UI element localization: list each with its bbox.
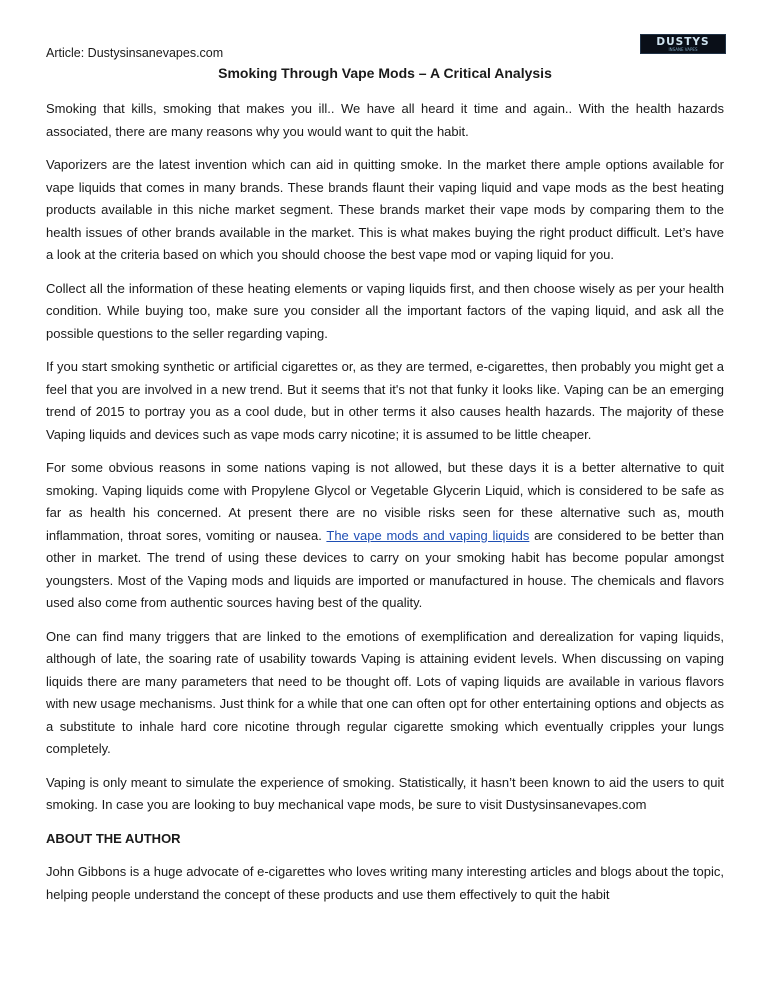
paragraph-triggers: One can find many triggers that are linked to the emotions of exemplification and derealization for vaping liquids, although of late, the soaring rate of usability towards Vaping is attaining evident levels. When discussing on vaping liquids there are many parameters that need to be thought off. Lots of vaping liquids are available in various flavors with new usage mechanisms. Just think for a while that one can often opt for other entertaining options and objects as a substitute to inhale hard core nicotine through regular cigarette smoking which eventually cripples your lungs completely.: [46, 628, 724, 756]
logo-wordmark: DUSTYS: [656, 36, 710, 48]
paragraph-intro: Smoking that kills, smoking that makes you ill.. We have all heard it time and again.. With the health hazards associated, there are many reasons why you would want to quit the habit.: [46, 101, 724, 139]
paragraph-alternatives-end: are considered to be better than other in market. The trend of using these devices to carry on your smoking habit has become popular amongst youngsters. Most of the Vaping mods and liquids are imported or manufactured in house. The chemicals and flavors used also come from authentic sources having best of the quality.: [46, 527, 724, 610]
paragraph-alternatives-start: For some obvious reasons in some nations vaping is not allowed, but these days it is a better alternative to quit smoking. Vaping liquids come with Propylene Glycol or Vegetable Glycerin Liquid, which is considered to be safe as far as health his concerned. At present there are no visible risks seen for these alternative such as, mouth inflammation, throat sores, vomiting or nausea.: [46, 460, 724, 543]
article-body: [46, 98, 724, 917]
paragraph-simulate: Vaping is only meant to simulate the experience of smoking. Statistically, it hasn’t been known to aid the users to quit smoking. In case you are looking to buy mechanical vape mods, be sure to visit Dustysinsanevapes.com: [46, 774, 724, 812]
article-title: Smoking Through Vape Mods – A Critical Analysis: [218, 65, 552, 81]
paragraph-e-cigarettes: If you start smoking synthetic or artificial cigarettes or, as they are termed, e-cigarettes, then probably you might get a feel that you are involved in a new trend. But it seems that it's not that funky it looks like. Vaping can be an emerging trend of 2015 to portray you as a cool dude, but in other terms it also causes health hazards. The majority of these Vaping liquids and devices such as vape mods carry nicotine; it is assumed to be little cheaper.: [46, 359, 724, 442]
paragraph-vaporizers: Vaporizers are the latest invention which can aid in quitting smoke. In the market there ample options available for vape liquids that comes in many brands. These brands flaunt their vaping liquid and vape mods as the best heating products available in this niche market segment. These brands market their vape mods by comparing them to the health issues of other brands available in the market. This is what makes buying the right product difficult. Let’s have a look at the criteria based on which you should choose the best vape mod or vaping liquid for you.: [46, 157, 724, 262]
dustys-logo: [640, 34, 726, 54]
author-bio: John Gibbons is a huge advocate of e-cigarettes who loves writing many interesting articles and blogs about the topic, helping people understand the concept of these products and use them effectively to quit the habit: [46, 864, 724, 902]
logo-tagline: INSANE VAPES: [668, 47, 698, 52]
paragraph-alternatives: [46, 457, 724, 615]
article-source: Article: Dustysinsanevapes.com: [46, 46, 224, 60]
author-heading: ABOUT THE AUTHOR: [46, 830, 181, 846]
paragraph-collect-info: Collect all the information of these heating elements or vaping liquids first, and then choose wisely as per your health condition. While buying too, make sure you consider all the important factors of the vaping liquid, and ask all the possible questions to the seller regarding vaping.: [46, 280, 724, 341]
vape-mods-link[interactable]: The vape mods and vaping liquids: [326, 527, 530, 543]
